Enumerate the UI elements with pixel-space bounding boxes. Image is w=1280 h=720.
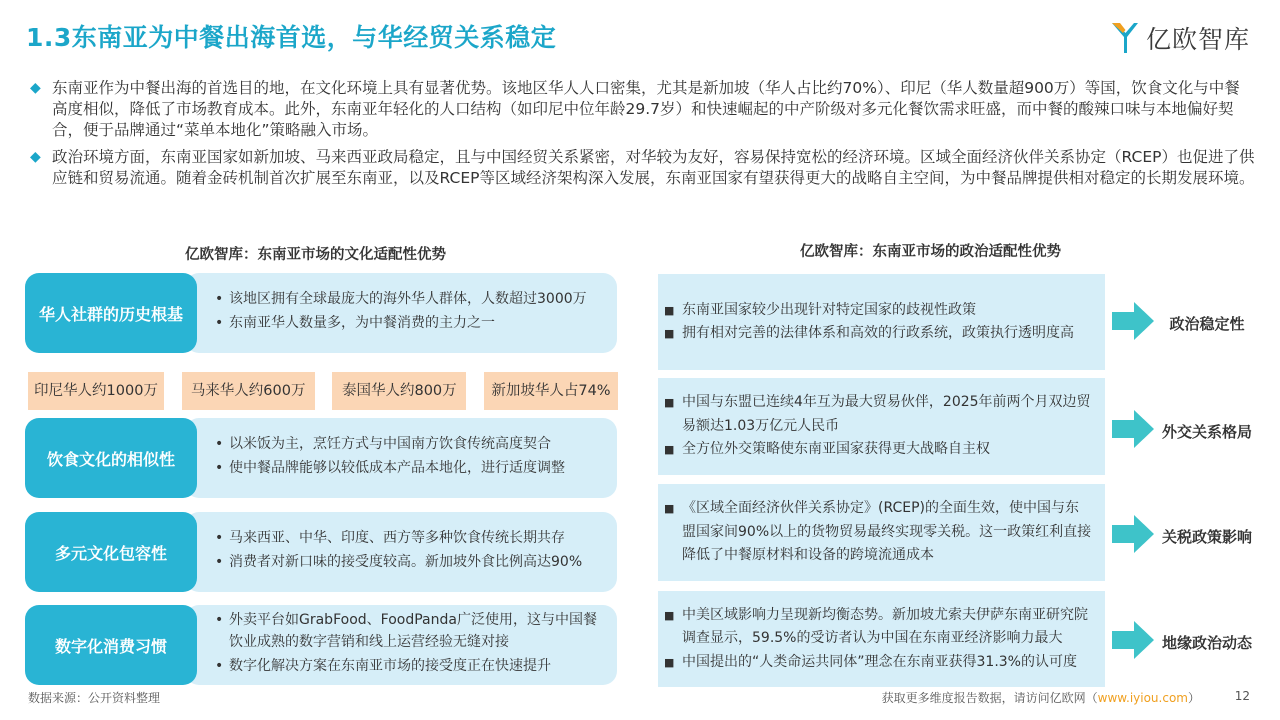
list-item: • 以米饭为主，烹饪方式与中国南方饮食传统高度契合 xyxy=(215,436,551,452)
tag-malaysia: 马来华人约600万 xyxy=(182,372,315,410)
list-item: ■ 《区域全面经济伙伴关系协定》(RCEP)的全面生效，使中国与东盟国家间90%以上的货物贸易最终实现零关税。这一政策红利直接降低了中餐原材料和设备的跨境流通成本 xyxy=(664,500,1092,564)
logo-mark-icon xyxy=(1110,21,1140,55)
tag-thailand: 泰国华人约800万 xyxy=(332,372,466,410)
list-item: • 该地区拥有全球最庞大的海外华人群体，人数超过3000万 xyxy=(215,291,587,307)
tag-singapore: 新加坡华人占74% xyxy=(484,372,618,410)
bullet-culture xyxy=(30,78,1255,141)
bullet-text: 政治环境方面，东南亚国家如新加坡、马来西亚政局稳定，且与中国经贸关系紧密，对华较为友好，容易保持宽松的经济环境。区域全面经济伙伴关系协定（RCEP）也促进了供应链和贸易流通。随着金砖机制首次扩展至东南亚，以及RCEP等区域经济架构深入发展，东南亚国家有望获得更大的战略自主空间，为中餐品牌提供相对稳定的长期发展环境。 xyxy=(52,148,1255,187)
page-title: 1.3东南亚为中餐出海首选，与华经贸关系稳定 xyxy=(26,23,557,52)
list-item: ■ 拥有相对完善的法律体系和高效的行政系统，政策执行透明度高 xyxy=(664,325,1074,341)
politics-panel-stability xyxy=(658,274,1105,370)
bullet-text: 东南亚作为中餐出海的首选目的地，在文化环境上具有显著优势。该地区华人人口密集，尤其是新加坡（华人占比约70%）、印尼（华人数量超900万）等国，饮食文化与中餐高度相似，降低了市场教育成本。此外，东南亚年轻化的人口结构（如印尼中位年龄29.7岁）和快速崛起的中产阶级对多元化餐饮需求旺盛，而中餐的酸辣口味与本地偏好契合，便于品牌通过“菜单本地化”策略融入市场。 xyxy=(52,79,1240,139)
diamond-bullet-icon: ◆ xyxy=(30,149,41,165)
culture-label: 多元文化包容性 xyxy=(25,512,197,592)
page-number: 12 xyxy=(1234,689,1250,703)
list-item: • 消费者对新口味的接受度较高。新加坡外食比例高达90% xyxy=(215,554,583,570)
left-section-title: 亿欧智库：东南亚市场的文化适配性优势 xyxy=(185,247,446,263)
intro-bullets xyxy=(30,78,1255,195)
culture-label: 饮食文化的相似性 xyxy=(25,418,197,498)
list-item: ■ 全方位外交策略使东南亚国家获得更大战略自主权 xyxy=(664,441,990,458)
culture-detail-panel xyxy=(185,273,617,353)
footer-more-info: 获取更多维度报告数据，请访问亿欧网（www.iyiou.com） xyxy=(881,691,1200,705)
list-item: ■ 中国与东盟已连续4年互为最大贸易伙伴，2025年前两个月双边贸易额达1.03万亿元人民币 xyxy=(664,394,1091,434)
list-item: • 东南亚华人数量多，为中餐消费的主力之一 xyxy=(215,315,495,331)
politics-panel-tariff xyxy=(658,484,1105,581)
list-item: • 数字化解决方案在东南亚市场的接受度正在快速提升 xyxy=(215,658,551,674)
culture-label: 数字化消费习惯 xyxy=(25,605,197,685)
list-item: ■ 东南亚国家较少出现针对特定国家的歧视性政策 xyxy=(664,301,976,318)
arrow-right-icon xyxy=(1112,408,1154,450)
politics-label-stability: 政治稳定性 xyxy=(1169,315,1245,333)
list-item: ■ 中国提出的“人类命运共同体”理念在东南亚获得31.3%的认可度 xyxy=(664,653,1077,670)
list-item: • 外卖平台如GrabFood、FoodPanda广泛使用，这与中国餐饮业成熟的数字营销和线上运营经验无缝对接 xyxy=(215,612,597,650)
population-tags xyxy=(28,372,618,410)
culture-detail-panel xyxy=(185,605,617,685)
politics-label-tariff: 关税政策影响 xyxy=(1161,528,1252,546)
data-source: 数据来源：公开资料整理 xyxy=(28,691,161,705)
culture-detail-panel xyxy=(185,512,617,592)
politics-panel-diplomacy xyxy=(658,378,1105,475)
diamond-bullet-icon: ◆ xyxy=(30,80,41,96)
right-section-title: 亿欧智库：东南亚市场的政治适配性优势 xyxy=(800,244,1061,260)
arrow-right-icon xyxy=(1112,513,1154,555)
arrow-right-icon xyxy=(1112,300,1154,342)
bullet-politics xyxy=(30,147,1255,189)
list-item: • 使中餐品牌能够以较低成本产品本地化，进行适度调整 xyxy=(215,460,565,476)
list-item: • 马来西亚、中华、印度、西方等多种饮食传统长期共存 xyxy=(215,530,565,546)
tag-indonesia: 印尼华人约1000万 xyxy=(28,372,164,410)
culture-label: 华人社群的历史根基 xyxy=(25,273,197,353)
politics-label-geopolitics: 地缘政治动态 xyxy=(1161,634,1252,652)
arrow-right-icon xyxy=(1112,619,1154,661)
list-item: ■ 中美区域影响力呈现新均衡态势。新加坡尤索夫伊萨东南亚研究院调查显示，59.5%的受访者认为中国在东南亚经济影响力最大 xyxy=(664,606,1088,647)
logo xyxy=(1110,20,1250,56)
culture-detail-panel xyxy=(185,418,617,498)
politics-label-diplomacy: 外交关系格局 xyxy=(1161,423,1252,441)
logo-text: 亿欧智库 xyxy=(1145,25,1250,54)
politics-panel-geopolitics xyxy=(658,591,1105,687)
website-link[interactable]: www.iyiou.com xyxy=(1097,691,1188,705)
